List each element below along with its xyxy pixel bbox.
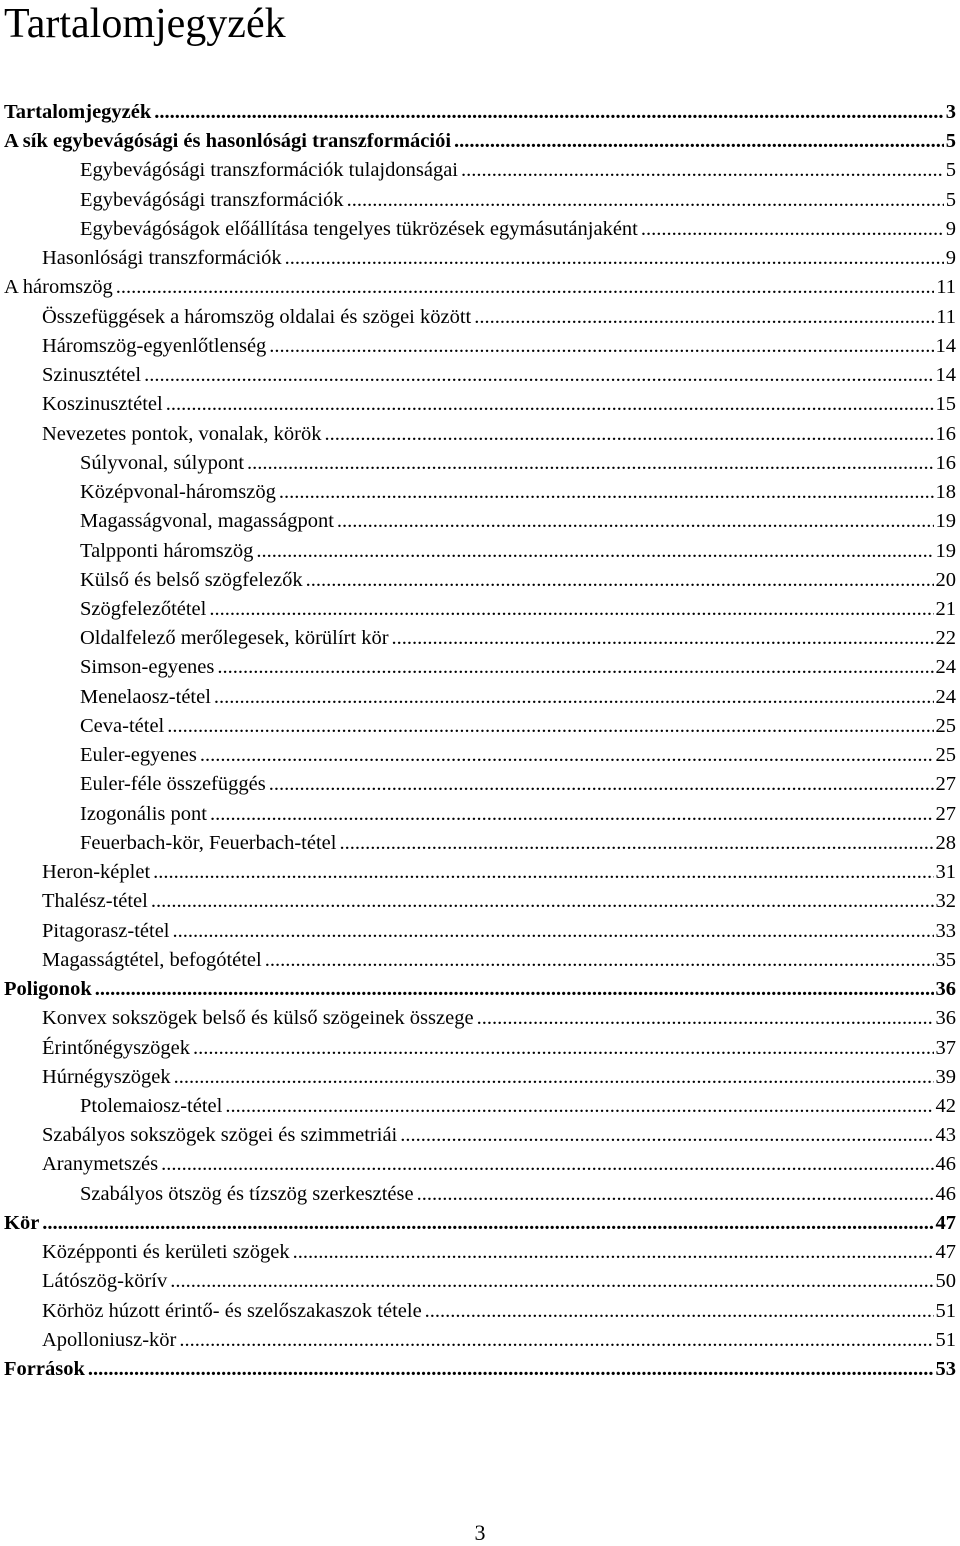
- toc-entry[interactable]: [0, 1121, 960, 1150]
- toc-entry-page: 9: [945, 247, 956, 270]
- toc-entry[interactable]: [0, 1150, 960, 1179]
- toc-entry-page: 35: [935, 948, 956, 971]
- toc-entry-page: 32: [935, 890, 956, 913]
- toc-entry-page: 25: [935, 714, 956, 737]
- toc-entry-page: 19: [935, 539, 956, 562]
- dot-leader: [265, 946, 934, 975]
- toc-entry[interactable]: [0, 332, 960, 361]
- toc-entry-page: 16: [935, 422, 956, 445]
- dot-leader: [88, 1355, 934, 1384]
- dot-leader: [461, 156, 944, 185]
- toc-entry[interactable]: [0, 1004, 960, 1033]
- toc-entry-title: Egybevágóságok előállítása tengelyes tükrözések egymásutánjaként: [80, 217, 638, 240]
- toc-entry[interactable]: [0, 215, 960, 244]
- toc-entry-page: 51: [935, 1299, 956, 1322]
- toc-entry[interactable]: [0, 1297, 960, 1326]
- toc-entry-page: 21: [935, 597, 956, 620]
- toc-entry-page: 5: [945, 159, 956, 182]
- toc-entry[interactable]: [0, 1063, 960, 1092]
- toc-entry[interactable]: [0, 946, 960, 975]
- toc-entry-title: Apolloniusz-kör: [42, 1328, 177, 1351]
- toc-entry[interactable]: [0, 1238, 960, 1267]
- toc-entry-page: 25: [935, 744, 956, 767]
- toc-entry[interactable]: [0, 975, 960, 1004]
- toc-entry[interactable]: [0, 770, 960, 799]
- toc-entry[interactable]: [0, 361, 960, 390]
- toc-entry[interactable]: [0, 624, 960, 653]
- toc-entry-title: A sík egybevágósági és hasonlósági transzformációi: [4, 130, 452, 153]
- toc-entry-page: 47: [935, 1211, 956, 1234]
- toc-entry-title: Simson-egyenes: [80, 656, 215, 679]
- toc-entry-page: 37: [935, 1036, 956, 1059]
- dot-leader: [42, 1209, 933, 1238]
- toc-entry-title: Egybevágósági transzformációk: [80, 188, 344, 211]
- toc-entry-title: Szinusztétel: [42, 364, 142, 387]
- dot-leader: [339, 829, 933, 858]
- toc-entry-title: Feuerbach-kör, Feuerbach-tétel: [80, 831, 337, 854]
- dot-leader: [161, 1150, 933, 1179]
- dot-leader: [306, 566, 934, 595]
- toc-entry-title: Hasonlósági transzformációk: [42, 247, 282, 270]
- toc-entry[interactable]: [0, 858, 960, 887]
- toc-entry-page: 11: [936, 276, 956, 299]
- toc-entry-title: Húrnégyszögek: [42, 1065, 171, 1088]
- toc-entry-page: 24: [935, 656, 956, 679]
- toc-entry-page: 11: [936, 305, 956, 328]
- dot-leader: [179, 1326, 933, 1355]
- dot-leader: [166, 390, 934, 419]
- dot-leader: [153, 858, 933, 887]
- toc-entry-page: 28: [935, 831, 956, 854]
- toc-entry[interactable]: [0, 303, 960, 332]
- dot-leader: [167, 712, 933, 741]
- toc-entry-title: Aranymetszés: [42, 1153, 159, 1176]
- toc-entry[interactable]: [0, 273, 960, 302]
- toc-entry-page: 36: [935, 1007, 956, 1030]
- toc-entry-page: 9: [945, 217, 956, 240]
- dot-leader: [347, 186, 944, 215]
- dot-leader: [285, 244, 944, 273]
- toc-entry-title: Nevezetes pontok, vonalak, körök: [42, 422, 322, 445]
- toc-entry-title: Talpponti háromszög: [80, 539, 254, 562]
- dot-leader: [214, 683, 934, 712]
- toc-entry-title: Ptolemaiosz-tétel: [80, 1094, 223, 1117]
- toc-entry-page: 39: [935, 1065, 956, 1088]
- toc-entry-title: Pitagorasz-tétel: [42, 919, 170, 942]
- toc-entry[interactable]: [0, 1267, 960, 1296]
- toc-entry-title: Érintőnégyszögek: [42, 1036, 191, 1059]
- toc-entry-title: Szögfelezőtétel: [80, 597, 207, 620]
- dot-leader: [474, 303, 934, 332]
- toc-entry-title: Szabályos sokszögek szögei és szimmetriái: [42, 1124, 398, 1147]
- dot-leader: [641, 215, 944, 244]
- dot-leader: [269, 770, 934, 799]
- toc-entry[interactable]: [0, 712, 960, 741]
- toc-entry-title: Külső és belső szögfelezők: [80, 568, 303, 591]
- toc-entry-title: Heron-képlet: [42, 861, 151, 884]
- dot-leader: [116, 273, 935, 302]
- toc-entry-title: Oldalfelező merőlegesek, körülírt kör: [80, 627, 389, 650]
- toc-entry-page: 46: [935, 1182, 956, 1205]
- toc-entry-title: Izogonális pont: [80, 802, 207, 825]
- page-title: Tartalomjegyzék: [4, 1, 286, 47]
- toc-entry-title: Egybevágósági transzformációk tulajdonságai: [80, 159, 458, 182]
- toc-entry[interactable]: [0, 1326, 960, 1355]
- dot-leader: [193, 1034, 933, 1063]
- toc-entry-page: 24: [935, 685, 956, 708]
- toc-entry[interactable]: [0, 186, 960, 215]
- dot-leader: [151, 887, 934, 916]
- dot-leader: [174, 1063, 934, 1092]
- toc-entry-page: 16: [935, 451, 956, 474]
- toc-entry-title: Látószög-körív: [42, 1270, 168, 1293]
- toc-entry[interactable]: [0, 653, 960, 682]
- toc-entry[interactable]: [0, 390, 960, 419]
- toc-entry-title: A háromszög: [4, 276, 113, 299]
- toc-entry[interactable]: [0, 595, 960, 624]
- toc-entry-page: 47: [935, 1241, 956, 1264]
- dot-leader: [217, 653, 933, 682]
- toc-entry-page: 18: [935, 481, 956, 504]
- dot-leader: [95, 975, 934, 1004]
- toc-entry-title: Poligonok: [4, 978, 92, 1001]
- toc-entry-page: 15: [935, 393, 956, 416]
- toc-entry-page: 19: [935, 510, 956, 533]
- dot-leader: [325, 420, 934, 449]
- toc-entry[interactable]: [0, 449, 960, 478]
- toc-entry-page: 22: [935, 627, 956, 650]
- dot-leader: [279, 478, 934, 507]
- toc-entry[interactable]: [0, 887, 960, 916]
- toc-entry-title: Magasságvonal, magasságpont: [80, 510, 334, 533]
- toc-entry[interactable]: [0, 566, 960, 595]
- toc-entry-page: 50: [935, 1270, 956, 1293]
- toc-entry[interactable]: [0, 478, 960, 507]
- toc-entry[interactable]: [0, 1180, 960, 1209]
- toc-entry-page: 36: [935, 978, 956, 1001]
- toc-entry-page: 20: [935, 568, 956, 591]
- dot-leader: [293, 1238, 934, 1267]
- toc-entry-title: Euler-egyenes: [80, 744, 197, 767]
- toc-entry-title: Tartalomjegyzék: [4, 101, 152, 123]
- toc-entry-page: 5: [945, 188, 956, 211]
- toc-entry[interactable]: [0, 1092, 960, 1121]
- dot-leader: [210, 800, 934, 829]
- toc-entry[interactable]: [0, 917, 960, 946]
- toc-entry-title: Súlyvonal, súlypont: [80, 451, 245, 474]
- toc-entry-page: 51: [935, 1328, 956, 1351]
- toc-entry[interactable]: [0, 156, 960, 185]
- dot-leader: [200, 741, 934, 770]
- toc-entry-title: Középvonal-háromszög: [80, 481, 276, 504]
- dot-leader: [337, 507, 934, 536]
- toc-entry-title: Koszinusztétel: [42, 393, 163, 416]
- toc-entry-title: Konvex sokszögek belső és külső szögeinek összege: [42, 1007, 474, 1030]
- dot-leader: [454, 127, 944, 156]
- toc-entry-page: 14: [935, 364, 956, 387]
- toc-entry-title: Magasságtétel, befogótétel: [42, 948, 262, 971]
- toc-entry-title: Euler-féle összefüggés: [80, 773, 266, 796]
- toc-entry-title: Thalész-tétel: [42, 890, 148, 913]
- toc-entry[interactable]: [0, 98, 960, 127]
- toc-entry-title: Összefüggések a háromszög oldalai és szögei között: [42, 305, 472, 328]
- dot-leader: [225, 1092, 933, 1121]
- dot-leader: [392, 624, 934, 653]
- toc-entry[interactable]: [0, 244, 960, 273]
- toc-entry-title: Kör: [4, 1211, 40, 1234]
- toc-entry[interactable]: [0, 1209, 960, 1238]
- toc-entry[interactable]: [0, 507, 960, 536]
- toc-entry-title: Szabályos ötszög és tízszög szerkesztése: [80, 1182, 414, 1205]
- toc-entry[interactable]: [0, 537, 960, 566]
- toc-entry[interactable]: [0, 1355, 960, 1384]
- toc-entry-page: 3: [945, 101, 956, 123]
- toc-entry-title: Körhöz húzott érintő- és szelőszakaszok tétele: [42, 1299, 422, 1322]
- toc-entry-title: Források: [4, 1358, 85, 1381]
- toc-entry-title: Középponti és kerületi szögek: [42, 1241, 290, 1264]
- toc-entry[interactable]: [0, 829, 960, 858]
- dot-leader: [256, 537, 933, 566]
- dot-leader: [144, 361, 933, 390]
- toc-entry[interactable]: [0, 127, 960, 156]
- page-number: 3: [474, 1520, 486, 1545]
- toc-entry[interactable]: [0, 420, 960, 449]
- toc-entry-title: Menelaosz-tétel: [80, 685, 211, 708]
- toc-entry[interactable]: [0, 800, 960, 829]
- toc-entry-page: 43: [935, 1124, 956, 1147]
- dot-leader: [154, 98, 943, 127]
- toc-entry-page: 33: [935, 919, 956, 942]
- dot-leader: [417, 1180, 934, 1209]
- toc-entry[interactable]: [0, 1034, 960, 1063]
- dot-leader: [269, 332, 933, 361]
- dot-leader: [170, 1267, 933, 1296]
- dot-leader: [247, 449, 933, 478]
- toc-entry-page: 27: [935, 802, 956, 825]
- dot-leader: [425, 1297, 934, 1326]
- table-of-contents: [0, 98, 960, 1384]
- dot-leader: [173, 917, 934, 946]
- toc-entry-title: Ceva-tétel: [80, 714, 165, 737]
- toc-entry-page: 27: [935, 773, 956, 796]
- toc-entry[interactable]: [0, 683, 960, 712]
- toc-entry-page: 14: [935, 334, 956, 357]
- toc-entry-title: Háromszög-egyenlőtlenség: [42, 334, 267, 357]
- toc-entry-page: 5: [945, 130, 956, 153]
- dot-leader: [477, 1004, 934, 1033]
- toc-entry-page: 46: [935, 1153, 956, 1176]
- dot-leader: [400, 1121, 933, 1150]
- toc-entry-page: 42: [935, 1094, 956, 1117]
- toc-entry-page: 53: [935, 1358, 956, 1381]
- dot-leader: [209, 595, 933, 624]
- toc-entry[interactable]: [0, 741, 960, 770]
- toc-entry-page: 31: [935, 861, 956, 884]
